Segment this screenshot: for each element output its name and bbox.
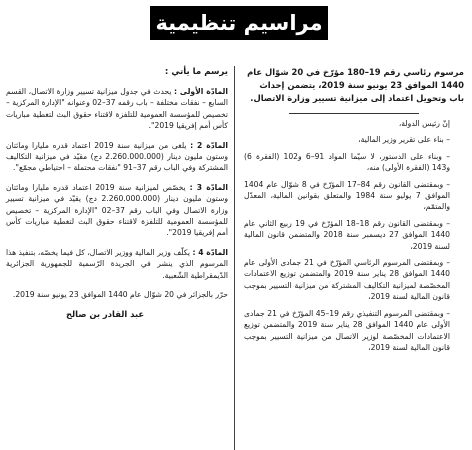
recital: – وبمقتضى المرسوم التنفيذي رقم 19–45 المؤرّخ في 21 جمادى الأولى عام 1440 الموافق 28 يناير سنة 2019 والمتضمن توزيع الاعتمادات المخصّصة لوزير الاتصال من ميزانية التسيير بموجب قانون المالية لسنة 2019، <box>244 308 451 352</box>
article-label: المادّة 2 : <box>190 140 229 150</box>
article-3 <box>6 182 228 239</box>
right-column <box>244 66 464 353</box>
article-label: المادّة 4 : <box>192 247 228 257</box>
article-4 <box>6 247 228 281</box>
article-2 <box>6 140 228 174</box>
article-text: يلغى من ميزانية سنة 2019 اعتماد قدره مليارا ومائتان وستون مليون دينار (2.260.000.000 دج) مقيّد في ميزانية التكاليف المشتركة وفي الباب رقم 37–91 "نفقات محتملة – احتياطي مجمّع". <box>6 140 228 173</box>
recital: – وبمقتضى القانون رقم 18–18 المؤرّخ في 19 ربيع الثاني عام 1440 الموافق 27 ديسمبر سنة 2018 والمتضمن قانون المالية لسنة 2019، <box>244 218 451 251</box>
article-text: يحدث في جدول ميزانية تسيير وزارة الاتصال، القسم السابع – نفقات مختلفة – باب رقمه 37–02 وعنوانه "الإدارة المركزية – تخصيص للمؤسسة العمومية للتلفزة لاقتناء حقوق البث لتغطية مباريات كأس أمم إفريقيا 2019". <box>6 87 228 131</box>
recital: – بناء على تقرير وزير المالية، <box>358 135 450 145</box>
decree-header: مرسوم رئاسي رقم 19–180 مؤرّخ في 20 شوّال عام 1440 الموافق 23 يونيو سنة 2019، يتضمن إحداث باب وتحويل اعتماد إلى ميزانية تسيير وزارة الاتصال. <box>247 67 464 103</box>
section-banner <box>150 6 328 40</box>
banner-title: مراسيم تنظيمية <box>155 11 323 35</box>
article-text: يكلّف وزير المالية ووزير الاتصال، كل فيما يخصّه، بتنفيذ هذا المرسوم الذي ينشر في الجريدة الرّسمية للجمهورية الجزائرية الدّيمقراطية الشّعبية. <box>6 247 228 280</box>
recital: – وبمقتضى القانون رقم 84–17 المؤرّخ في 8 شوّال عام 1404 الموافق 7 يوليو سنة 1984 والمتعلق بقوانين المالية، المعدّل والمتمّم، <box>244 179 450 212</box>
decree-opening: إنّ رئيس الدولة، <box>398 119 450 128</box>
article-1 <box>6 86 228 132</box>
recital: – وبناء على الدستور، لا سيّما المواد 91–6 و102 (الفقرة 6) و143 (الفقرة الأولى) منه، <box>244 151 450 173</box>
recital: – وبمقتضى المرسوم الرئاسي المؤرّخ في 21 جمادى الأولى عام 1440 الموافق 28 يناير سنة 2019 والمتضمن توزيع الاعتمادات المخصّصة لميزانية التكاليف المشتركة من ميزانية التسيير بموجب قانون المالية لسنة 2019، <box>244 258 450 302</box>
left-column <box>6 66 228 319</box>
article-text: يخصّص لميزانية سنة 2019 اعتماد قدره مليارا ومائتان وستون مليون دينار (2.260.000.000 دج) يقيّد في ميزانية تسيير وزارة الاتصال وفي الباب رقم 37–02 "الإدارة المركزية – تخصيص للمؤسسة العمومية للتلفزة لاقتناء حقوق البث لتغطية مباريات كأس أمم إفريقيا 2019". <box>6 182 228 238</box>
closing-line: حرّر بالجزائر في 20 شوّال عام 1440 الموافق 23 يونيو سنة 2019. <box>12 290 228 300</box>
column-divider <box>234 66 235 450</box>
decrees-line: يرسم ما يأتي : <box>164 67 228 77</box>
signature: عبد القادر بن صالح <box>66 308 145 319</box>
header-rule <box>289 113 419 114</box>
article-label: المادّة 3 : <box>189 182 228 192</box>
article-label: المادّة الأولى : <box>174 87 228 96</box>
